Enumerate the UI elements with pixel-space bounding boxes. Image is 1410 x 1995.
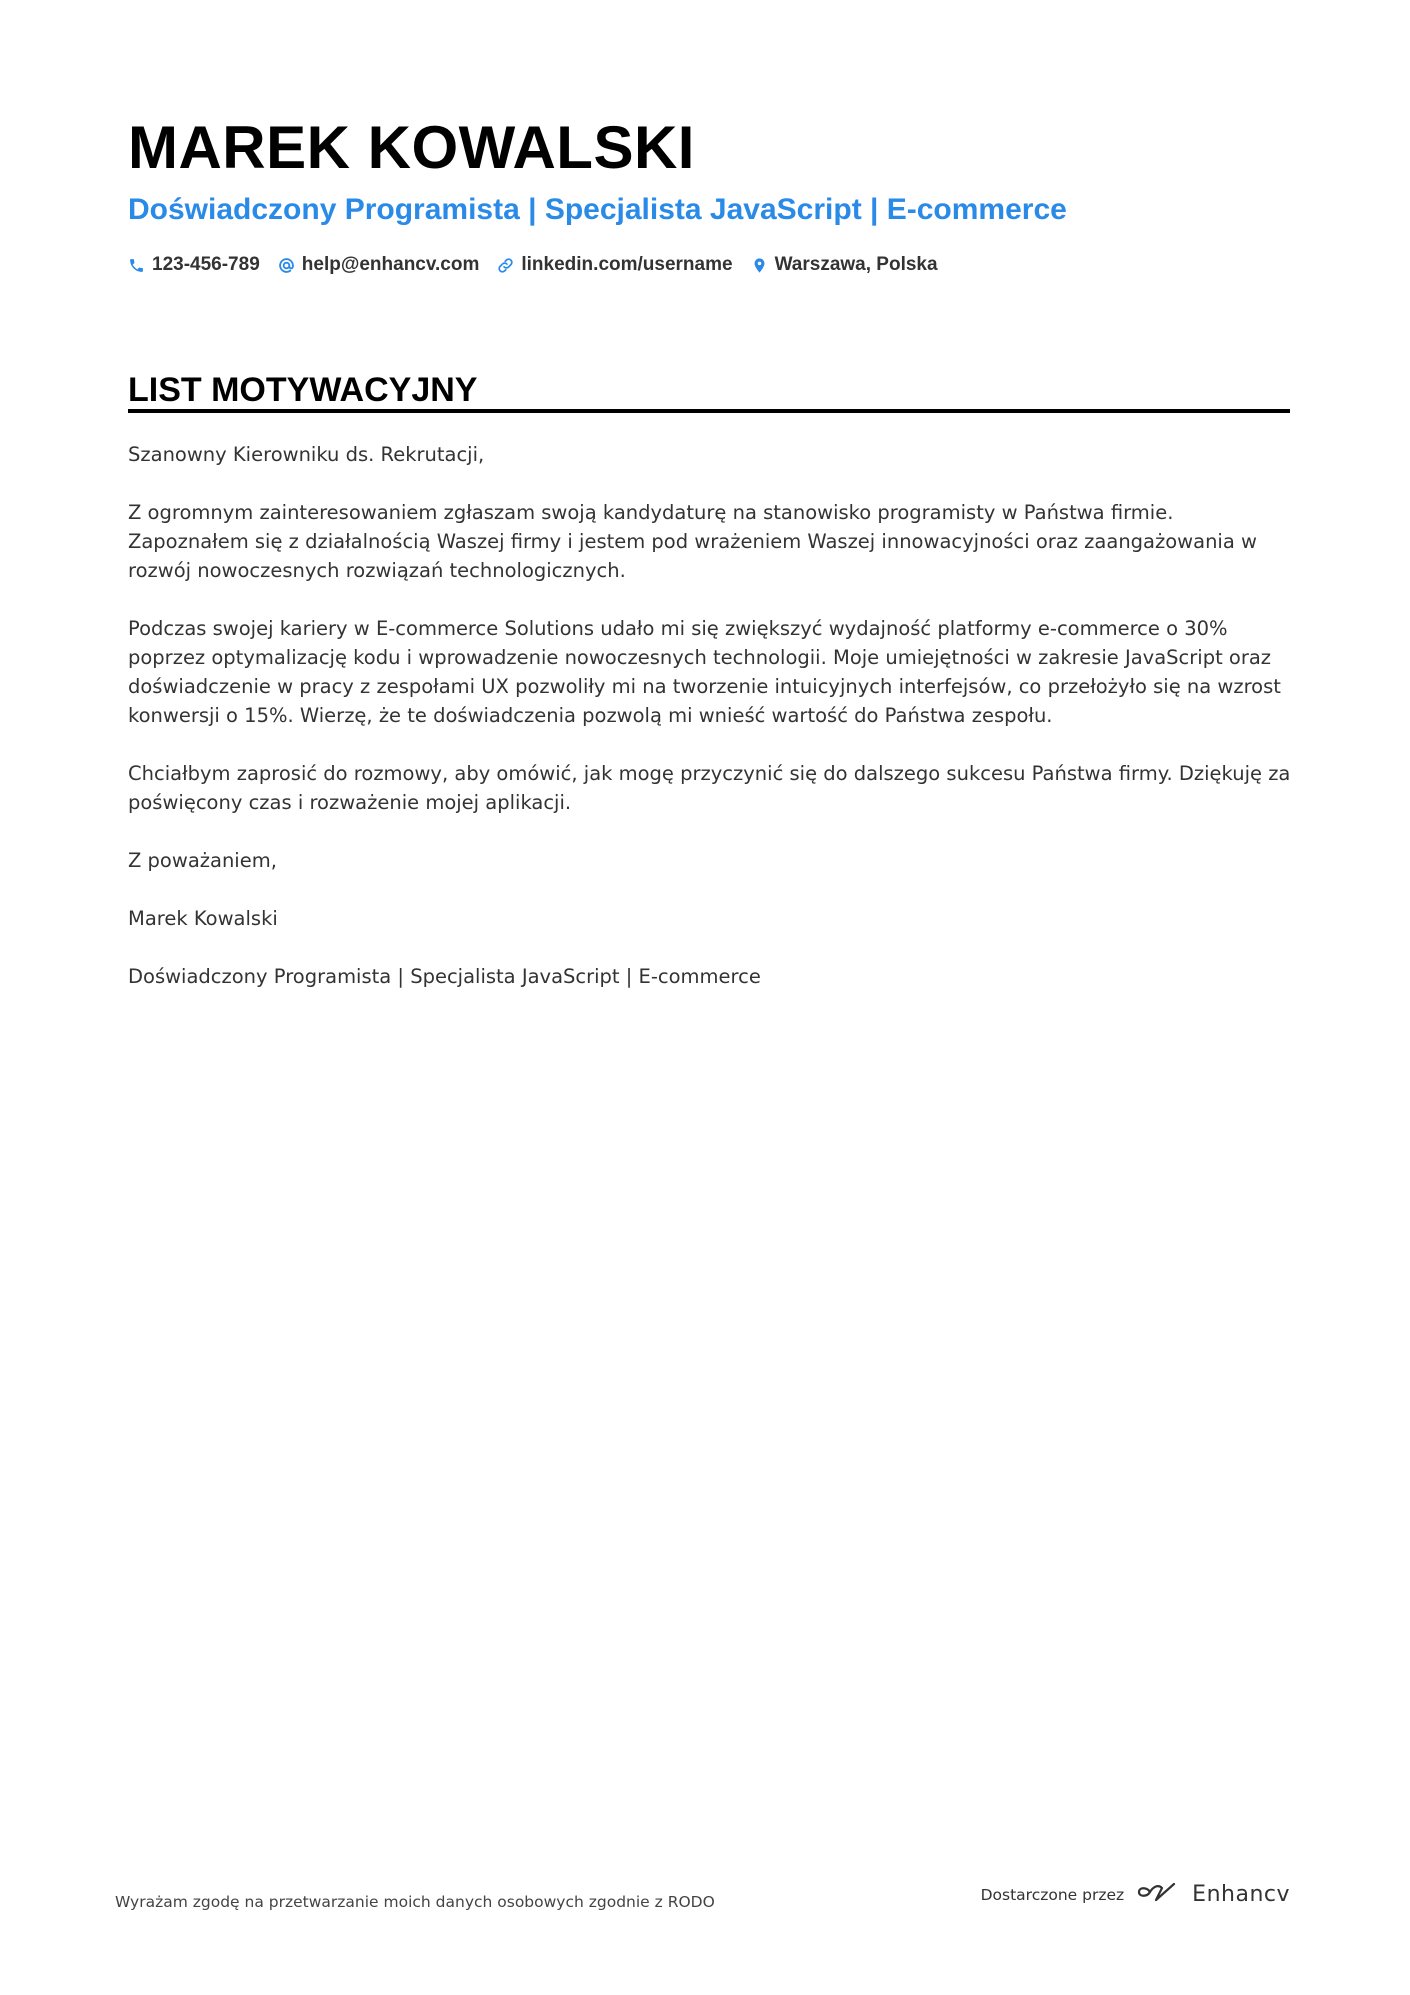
section-title: LIST MOTYWACYJNY	[128, 371, 478, 409]
letter-body	[128, 440, 1293, 1020]
letter-paragraph: Z ogromnym zainteresowaniem zgłaszam swoją kandydaturę na stanowisko programisty w Państwa firmie. Zapoznałem się z działalnością Waszej firmy i jestem pod wrażeniem Waszej innowacyjności oraz zaangażowania w rozwój nowoczesnych rozwiązań technologicznych.	[128, 501, 1257, 582]
candidate-headline: Doświadczony Programista | Specjalista JavaScript | E-commerce	[128, 193, 1067, 226]
contact-bar	[128, 254, 938, 276]
signature-title: Doświadczony Programista | Specjalista JavaScript | E-commerce	[128, 965, 761, 988]
phone-icon	[128, 257, 145, 274]
powered-by[interactable]	[981, 1880, 1290, 1909]
linkedin-text: linkedin.com/username	[521, 254, 733, 275]
signature-name: Marek Kowalski	[128, 907, 278, 930]
link-icon	[497, 257, 514, 274]
enhancv-logo-icon	[1136, 1880, 1182, 1909]
phone-text: 123-456-789	[152, 254, 260, 275]
letter-paragraph: Chciałbym zaprosić do rozmowy, aby omówić, jak mogę przyczynić się do dalszego sukcesu Państwa firmy. Dziękuję za poświęcony czas i rozważenie mojej aplikacji.	[128, 762, 1291, 814]
gdpr-consent: Wyrażam zgodę na przetwarzanie moich danych osobowych zgodnie z RODO	[115, 1893, 715, 1911]
contact-location	[751, 254, 938, 276]
powered-by-label: Dostarczone przez	[980, 1885, 1125, 1904]
location-text: Warszawa, Polska	[774, 254, 938, 275]
map-pin-icon	[751, 257, 768, 274]
brand-name: Enhancv	[1192, 1882, 1290, 1907]
letter-paragraph: Podczas swojej kariery w E-commerce Solutions udało mi się zwiększyć wydajność platformy e-commerce o 30% poprzez optymalizację kodu i wprowadzenie nowoczesnych technologii. Moje umiejętności w zakresie JavaScript oraz doświadczenie w pracy z zespołami UX pozwoliły mi na tworzenie intuicyjnych interfejsów, co przełożyło się na wzrost konwersji o 15%. Wierzę, że te doświadczenia pozwolą mi wnieść wartość do Państwa zespołu.	[128, 617, 1281, 727]
candidate-name: MAREK KOWALSKI	[128, 114, 695, 181]
letter-salutation: Szanowny Kierowniku ds. Rekrutacji,	[128, 443, 485, 466]
section-divider	[128, 409, 1290, 413]
letter-closing: Z poważaniem,	[128, 849, 277, 872]
contact-linkedin[interactable]	[497, 254, 732, 276]
brand-logo	[1136, 1880, 1290, 1909]
contact-email[interactable]	[278, 254, 480, 276]
at-icon	[278, 257, 295, 274]
contact-phone[interactable]	[128, 254, 260, 276]
email-text: help@enhancv.com	[301, 254, 480, 275]
